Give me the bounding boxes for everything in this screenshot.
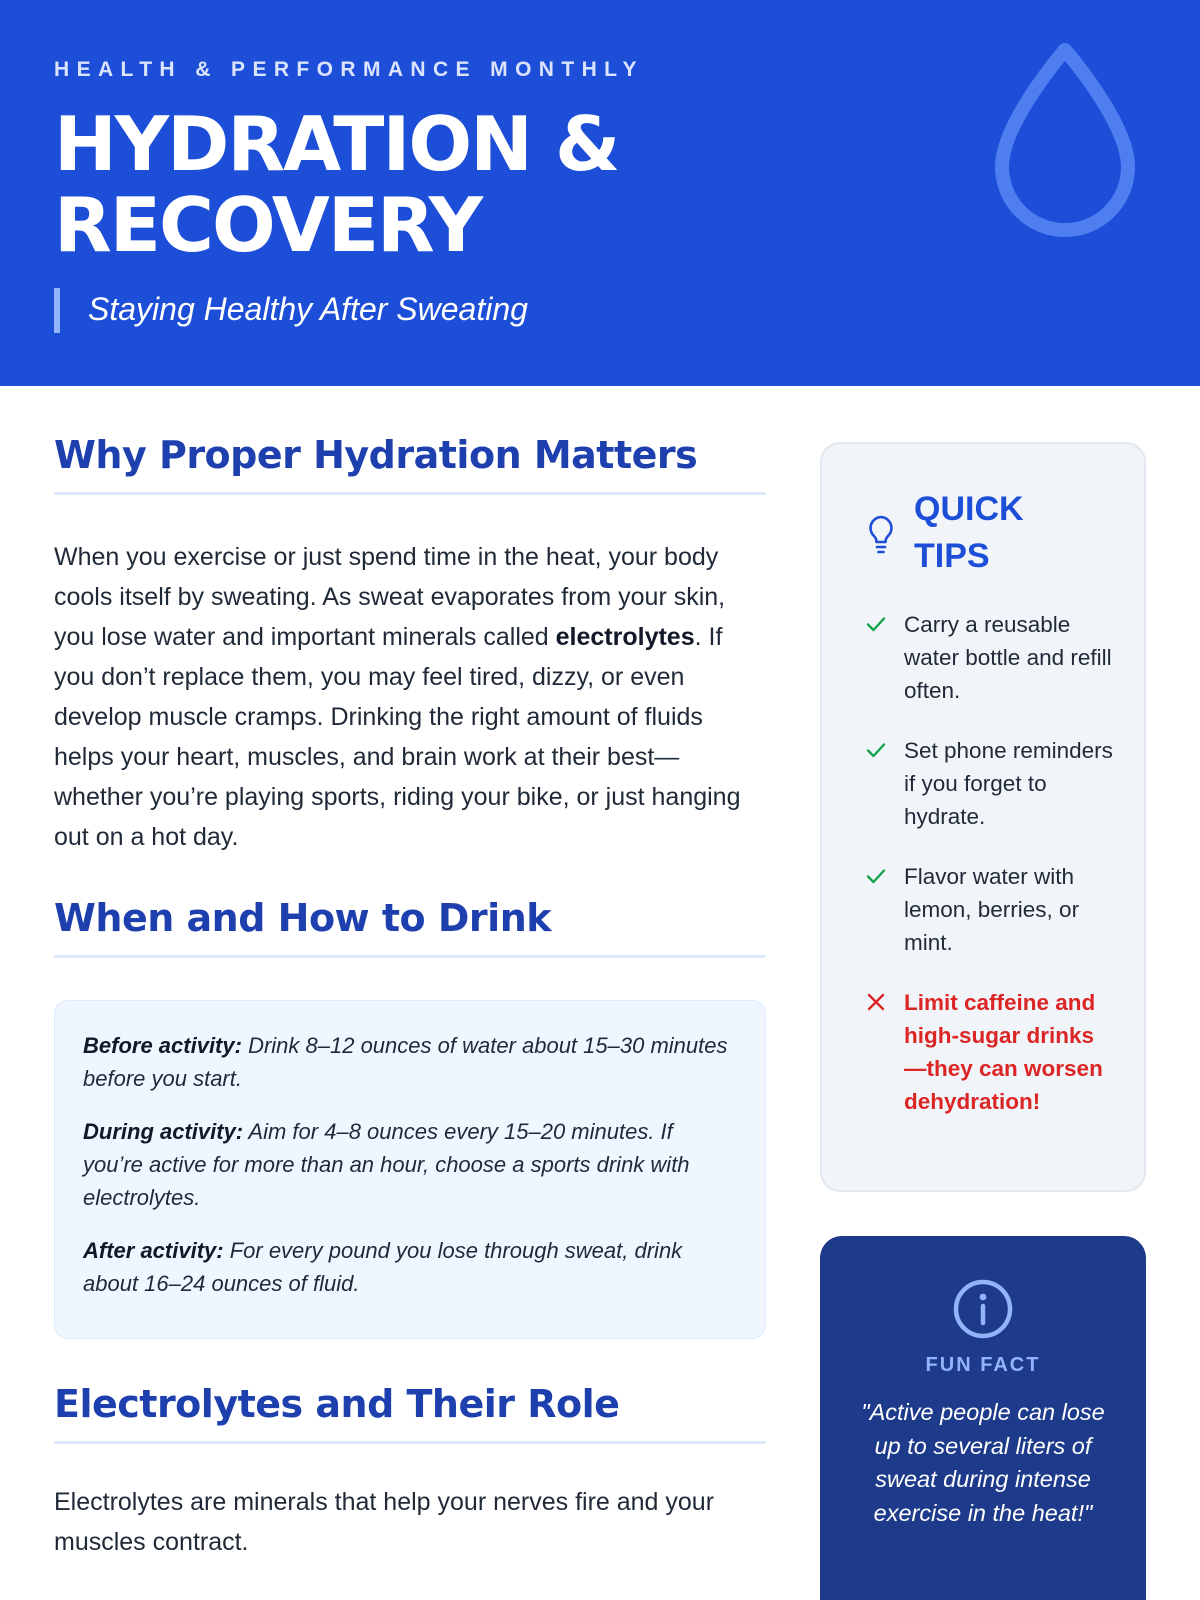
check-icon — [864, 738, 888, 762]
x-icon — [864, 990, 888, 1014]
drinking-guidelines-box — [54, 1000, 766, 1339]
subtitle-accent-bar — [54, 288, 60, 333]
fun-fact-card — [820, 1236, 1146, 1600]
guideline-label: Before activity: — [83, 1033, 242, 1058]
section-electrolytes — [54, 1379, 766, 1562]
guideline-item — [83, 1029, 737, 1095]
hero-banner — [0, 0, 1200, 386]
section-heading: Why Proper Hydration Matters — [54, 433, 698, 477]
guideline-label: During activity: — [83, 1119, 244, 1144]
tip-text: Flavor water with lemon, berries, or mint. — [904, 864, 1080, 955]
check-icon — [864, 612, 888, 636]
check-icon — [864, 864, 888, 888]
title-line-1: HYDRATION & — [54, 100, 619, 188]
guideline-text: For every pound you lose through sweat, drink about 16–24 ounces of fluid. — [83, 1238, 683, 1296]
fun-fact-quote: "Active people can lose up to several liters of sweat during intense exercise in the heat!" — [861, 1399, 1105, 1526]
guideline-text: Drink 8–12 ounces of water about 15–30 minutes before you start. — [83, 1033, 728, 1091]
section-divider — [54, 1441, 766, 1444]
section-divider — [54, 955, 766, 958]
lightbulb-icon — [866, 514, 896, 556]
water-drop-icon — [990, 42, 1140, 242]
page-title — [54, 100, 619, 269]
section-heading: When and How to Drink — [54, 896, 552, 940]
section-why-hydration — [54, 430, 766, 857]
title-line-2: RECOVERY — [54, 181, 482, 269]
tip-text: Carry a reusable water bottle and refill often. — [904, 612, 1112, 703]
guideline-label: After activity: — [83, 1238, 224, 1263]
section-when-to-drink — [54, 893, 766, 1339]
guideline-item — [83, 1115, 737, 1214]
quick-tips-card — [820, 442, 1146, 1192]
guideline-text: Aim for 4–8 ounces every 15–20 minutes. If you’re active for more than an hour, choose a sports drink with electrolytes. — [83, 1119, 690, 1210]
section-heading: Electrolytes and Their Role — [54, 1382, 620, 1426]
guideline-item — [83, 1234, 737, 1300]
tips-title-line-2: TIPS — [914, 537, 990, 575]
tips-title-line-1: QUICK — [914, 490, 1024, 528]
quick-tips-title — [914, 486, 1024, 580]
paragraph-text: . If you don’t replace them, you may feel tired, dizzy, or even develop muscle cramps. Drinking the right amount of fluids helps your heart, muscles, and brain work at their best—whether you’re playing sports, riding your bike, or just hanging out on a hot day. — [54, 623, 741, 851]
bold-term: electrolytes — [555, 623, 695, 651]
fun-fact-label: FUN FACT — [925, 1354, 1041, 1376]
tip-text: Set phone reminders if you forget to hydrate. — [904, 738, 1113, 829]
tip-text: Limit caffeine and high-sugar drinks—they can worsen dehydration! — [904, 990, 1103, 1114]
paragraph-text: When you exercise or just spend time in the heat, your body cools itself by sweating. As sweat evaporates from your skin, you lose water and important minerals called — [54, 543, 726, 651]
section-paragraph — [54, 537, 766, 857]
section-paragraph: Electrolytes are minerals that help your nerves fire and your muscles contract. — [54, 1488, 715, 1556]
page-subtitle: Staying Healthy After Sweating — [88, 291, 528, 327]
section-divider — [54, 492, 766, 495]
info-icon — [952, 1278, 1014, 1340]
publication-kicker: HEALTH & PERFORMANCE MONTHLY — [54, 58, 644, 81]
main-content — [54, 430, 766, 1562]
